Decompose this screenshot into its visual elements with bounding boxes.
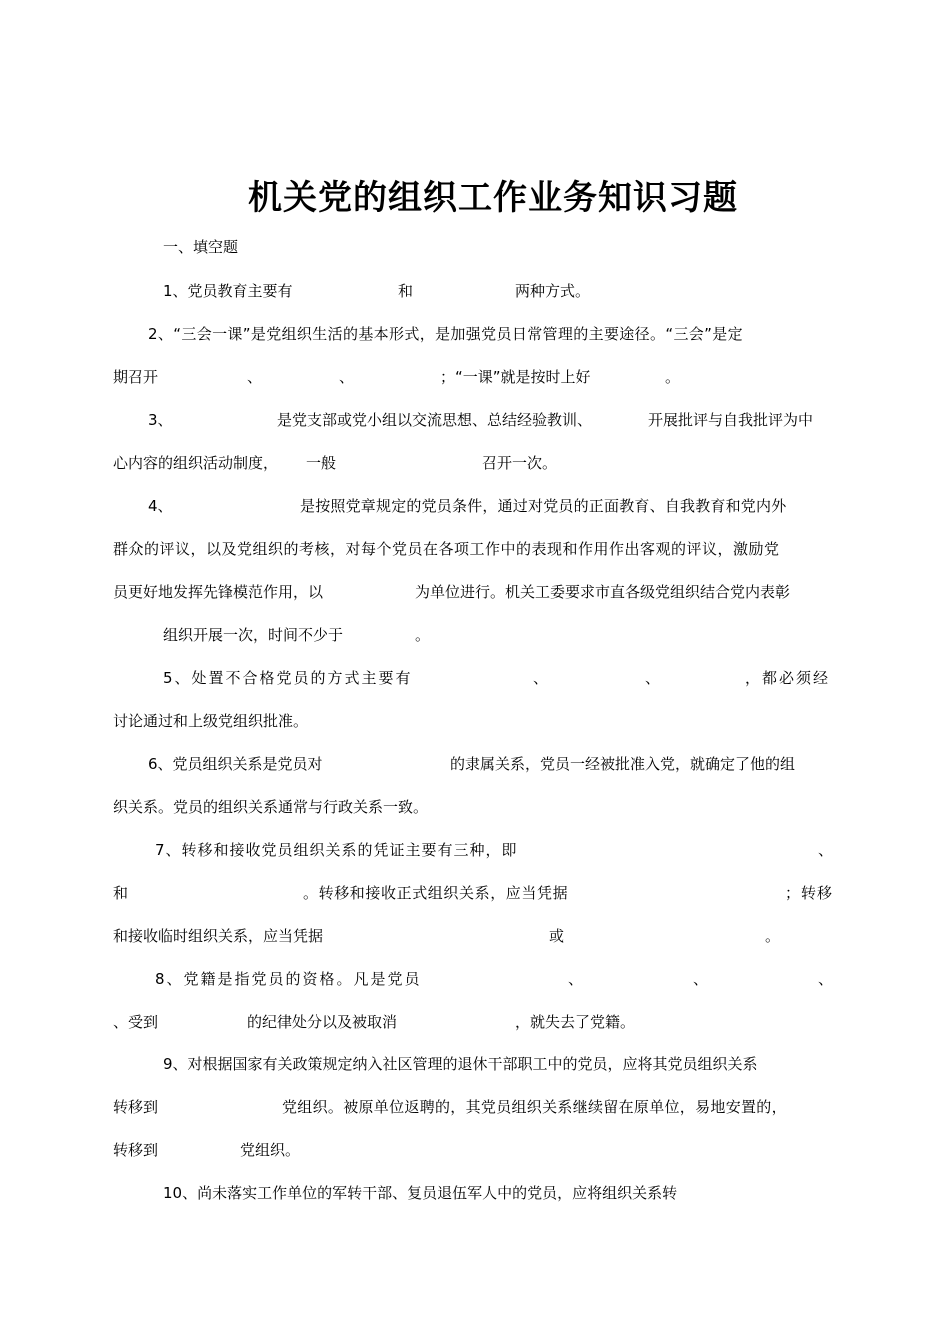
q8-text: 、 [693,970,709,988]
q10-line: 10、尚未落实工作单位的军转干部、复员退伍军人中的党员，应将组织关系转 [163,1184,678,1202]
q8-text: ，就失去了党籍。 [515,1013,636,1031]
q2-line: 2、“三会一课”是党组织生活的基本形式，是加强党员日常管理的主要途径。“三会”是定 [148,325,743,343]
q2-text: ；“一课”就是按时上好 [440,368,591,386]
q3-text: 召开一次。 [482,454,558,472]
section-heading: 一、填空题 [163,238,239,256]
q9-text: 转移到 [113,1098,159,1116]
q4-text: 。 [415,626,431,644]
q4-text: 为单位进行。机关工委要求市直各级党组织结合党内表彰 [415,583,791,601]
q2-text: 、 [247,368,263,386]
q8-text: 、 [818,970,834,988]
document-title: 机关党的组织工作业务知识习题 [248,178,738,218]
q9-text: 党组织。被原单位返聘的，其党员组织关系继续留在原单位，易地安置的， [282,1098,787,1116]
q7-text: 7、转移和接收党员组织关系的凭证主要有三种，即 [155,841,518,859]
q5-text: 讨论通过和上级党组织批准。 [113,712,309,730]
q6-text: 的隶属关系，党员一经被批准入党，就确定了他的组 [450,755,796,773]
q7-text: 。转移和接收正式组织关系，应当凭据 [303,884,569,902]
q5-text: 5、处置不合格党员的方式主要有 [163,669,413,687]
q8-text: 的纪律处分以及被取消 [247,1013,398,1031]
q4-text: 是按照党章规定的党员条件，通过对党员的正面教育、自我教育和党内外 [300,497,787,515]
q9-text: 转移到 [113,1141,159,1159]
q7-text: 和 [113,884,129,902]
q3-text: 心内容的组织活动制度， [113,454,279,472]
q3-text: 是党支部或党小组以交流思想、总结经验教训、 [277,411,593,429]
q6-text: 织关系。党员的组织关系通常与行政关系一致。 [113,798,429,816]
q6-text: 6、党员组织关系是党员对 [148,755,323,773]
q7-text: ；转移 [785,884,834,902]
q8-text: 、 [568,970,584,988]
q4-line: 群众的评议，以及党组织的考核，对每个党员在各项工作中的表现和作用作出客观的评议，激励党 [113,540,780,558]
q7-text: 或 [549,927,565,945]
q5-text: ，都必须经 [745,669,831,687]
q1-text: 1、党员教育主要有 [163,282,293,300]
q5-text: 、 [645,669,661,687]
q4-text: 员更好地发挥先锋模范作用，以 [113,583,324,601]
q3-text: 一般 [306,454,337,472]
q1-text: 两种方式。 [515,282,591,300]
q5-text: 、 [533,669,549,687]
q1-text: 和 [398,282,414,300]
q3-text: 开展批评与自我批评为中 [648,411,814,429]
q2-text: 期召开 [113,368,159,386]
q9-text: 党组织。 [240,1141,301,1159]
q8-text: 、受到 [113,1013,159,1031]
q8-text: 8、党籍是指党员的资格。凡是党员 [155,970,422,988]
q2-text: 、 [339,368,355,386]
q2-text: 。 [665,368,681,386]
q7-text: 。 [765,927,781,945]
q7-text: 、 [818,841,834,859]
q7-text: 和接收临时组织关系，应当凭据 [113,927,324,945]
q4-text: 组织开展一次，时间不少于 [163,626,344,644]
q9-line: 9、对根据国家有关政策规定纳入社区管理的退休干部职工中的党员，应将其党员组织关系 [163,1055,758,1073]
q4-text: 4、 [148,497,173,515]
q3-text: 3、 [148,411,173,429]
